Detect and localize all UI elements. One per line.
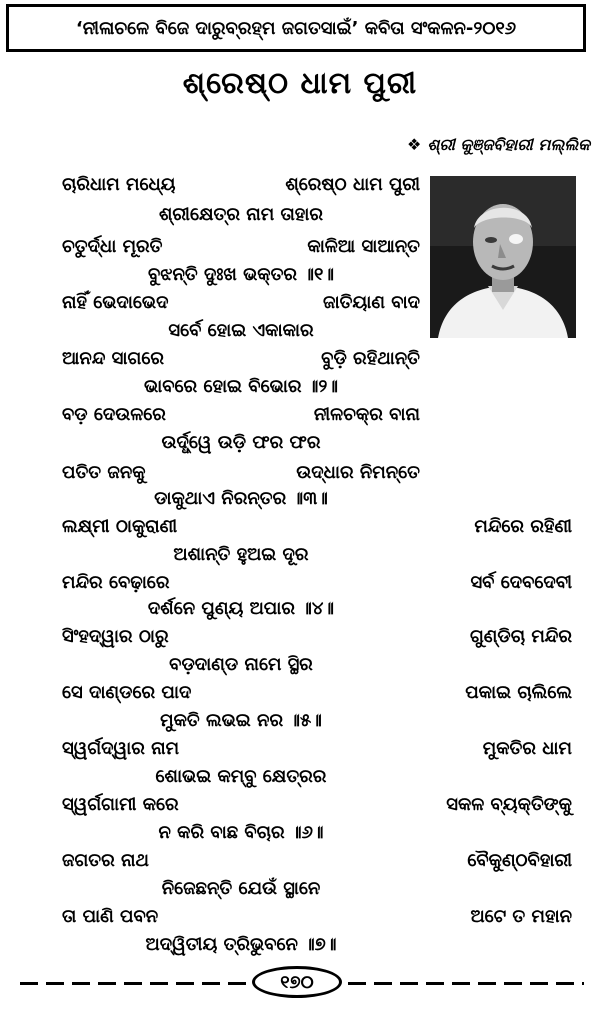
diamond-bullet-icon: ❖: [406, 135, 422, 154]
poem-line-center: ଅଶାନ୍ତି ହୁଅଇ ଦୂର: [173, 544, 309, 565]
poem-line-right: କାଳିଆ ସାଆନ୍ତ: [307, 236, 420, 257]
poem-line-left: ସ୍ୱର୍ଗଗାମୀ କରେ: [62, 794, 179, 815]
poem-line-left: ନାହିଁ ଭେଦାଭେଦ: [62, 292, 169, 313]
page-footer: [0, 960, 600, 1010]
poem-line-center: ମୁକତି ଲଭଇ ନର ॥୫॥: [160, 710, 322, 731]
poem-line-center: ନିଜେଛନ୍ତି ଯେଉଁ ସ୍ଥାନେ: [161, 878, 321, 899]
poem-line-left: ମନ୍ଦିର ବେଢ଼ାରେ: [62, 572, 170, 593]
poem-line-right: ପକାଇ ଚାଲିଲେ: [465, 682, 572, 703]
portrait-image: [430, 176, 576, 338]
poem-line-right: ମନ୍ଦିରେ ରହିଣୀ: [474, 516, 572, 537]
poem-line-left: ସିଂହଦ୍ୱାର ଠାରୁ: [62, 626, 169, 647]
poem-line-right: ସର୍ବ ଦେବଦେବୀ: [470, 572, 572, 593]
footer-divider-left: [20, 982, 246, 985]
poem-line-left: ଆନନ୍ଦ ସାଗରେ: [62, 348, 164, 369]
page-number: ୧୭୦: [280, 971, 314, 993]
poem-line-center: ଶୋଭଇ କମ୍ବୁ କ୍ଷେତ୍ରର: [155, 766, 327, 787]
poem-line-right: ଅଟେ ତ ମହାନ: [470, 906, 572, 927]
poem-line-left: ପତିତ ଜନକୁ: [62, 462, 146, 483]
poem-line-center: ବୁଝନ୍ତି ଦୁଃଖ ଭକ୍ତର ॥୧॥: [148, 264, 334, 285]
author-byline: [380, 135, 590, 155]
poem-line-center: ଉର୍ଦ୍ଧ୍ୱେ ଉଡ଼ି ଫର ଫର: [161, 432, 321, 453]
poem-line-right: ନୀଳଚକ୍ର ବାନା: [313, 404, 420, 425]
poem-line-left: ଜଗତର ନାଥ: [62, 850, 149, 871]
poem-line-right: ବୈକୁଣ୍ଠବିହାରୀ: [467, 850, 572, 871]
poem-line-center: ଅଦ୍ୱିତୀୟ ତ୍ରିଭୁବନେ ॥୭॥: [145, 934, 337, 955]
poem-line-right: ବୁଡ଼ି ରହିଥାନ୍ତି: [321, 348, 420, 369]
poem-line-left: ତା ପାଣି ପବନ: [62, 906, 159, 927]
poem-line-left: ବଡ଼ ଦେଉଳରେ: [62, 404, 166, 425]
poem-line-right: ମୁକତିର ଧାମ: [482, 738, 572, 759]
collection-title: ‘ନୀଳାଚଳେ ବିଜେ ଦାରୁବ୍ରହ୍ମ ଜଗତସାଇଁ’ କବିତା ସଂକଳନ-୨୦୧୬: [75, 17, 517, 39]
poem-line-right: ଶ୍ରେଷ୍ଠ ଧାମ ପୁରୀ: [285, 174, 420, 195]
footer-divider-right: [348, 982, 584, 985]
poem-line-center: ଭାବରେ ହୋଇ ବିଭୋର ॥୨॥: [143, 376, 339, 397]
poem-line-center: ସର୍ବେ ହୋଇ ଏକାକାର: [168, 320, 314, 341]
poem-line-left: ଚାରିଧାମ ମଧ୍ୟେ: [62, 174, 176, 195]
poem-title: ଶ୍ରେଷ୍ଠ ଧାମ ପୁରୀ: [182, 66, 418, 101]
author-photo: [430, 176, 576, 338]
poem-line-right: ଗୁଣ୍ଡିଚା ମନ୍ଦିର: [469, 626, 572, 647]
poem-line-center: ଦର୍ଶନେ ପୁଣ୍ୟ ଅପାର ॥୪॥: [147, 598, 335, 619]
poem-line-center: ଡାକୁଥାଏ ନିରନ୍ତର ॥୩॥: [154, 488, 328, 509]
author-name: ଶ୍ରୀ କୁଞ୍ଜବିହାରୀ ମଲ୍ଲିକ: [427, 135, 590, 154]
poem-line-left: ସେ ଦାଣ୍ଡରେ ପାଦ: [62, 682, 192, 703]
poem-line-left: ସ୍ୱର୍ଗଦ୍ୱାର ନାମ: [62, 738, 180, 759]
page-number-badge: [252, 966, 342, 998]
collection-header: [6, 4, 586, 52]
poem-line-left: ଚତୁର୍ଦ୍ଧା ମୂରତି: [62, 236, 163, 257]
poem-line-center: ଶ୍ରୀକ୍ଷେତ୍ର ନାମ ତାହାର: [158, 204, 324, 225]
poem-line-right: ସକଳ ବ୍ୟକ୍ତିଙ୍କୁ: [446, 794, 572, 815]
poem-line-center: ବଡ଼ଦାଣ୍ଡ ନାମେ ସ୍ଥିର: [169, 654, 313, 675]
poem-line-left: ଲକ୍ଷ୍ମୀ ଠାକୁରାଣୀ: [62, 516, 178, 537]
poem-line-right: ଉଦ୍ଧାର ନିମନ୍ତେ: [296, 462, 420, 483]
poem-line-right: ଜାତିୟାଣ ବାଦ: [323, 292, 420, 313]
poem-line-center: ନ କରି ବାଛ ବିଚାର ॥୬॥: [158, 822, 324, 843]
